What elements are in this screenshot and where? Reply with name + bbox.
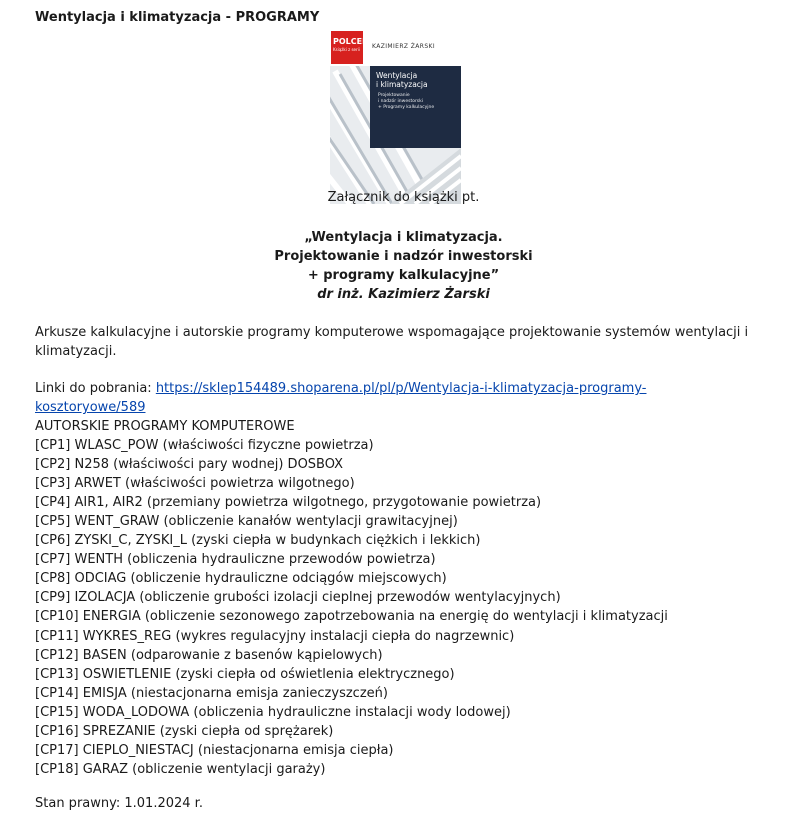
publisher-logo: POLCEN Książki z serii	[331, 31, 363, 64]
list-item: [CP10] ENERGIA (obliczenie sezonowego zapotrzebowania na energię do wentylacji i klimatyzacji	[35, 609, 668, 625]
list-item: [CP3] ARWET (właściwości powietrza wilgotnego)	[35, 476, 355, 492]
download-links	[35, 379, 775, 417]
list-item: [CP16] SPREZANIE (zyski ciepła od sprężarek)	[35, 723, 334, 739]
list-item: [CP6] ZYSKI_C, ZYSKI_L (zyski ciepła w budynkach ciężkich i lekkich)	[35, 533, 481, 549]
list-item: [CP1] WLASC_POW (właściwości fizyczne powietrza)	[35, 438, 374, 454]
list-item: [CP2] N258 (właściwości pary wodnej) DOSBOX	[35, 457, 344, 473]
book-title-line: Projektowanie i nadzór inwestorski	[274, 249, 533, 264]
description-paragraph: Arkusze kalkulacyjne i autorskie programy komputerowe wspomagające projektowanie systemów wentylacji i klimatyzacji.	[35, 325, 749, 359]
attachment-caption: Załącznik do książki pt.	[327, 190, 480, 205]
programs-list	[35, 417, 668, 779]
book-author: dr inż. Kazimierz Żarski	[317, 287, 490, 302]
list-item: [CP5] WENT_GRAW (obliczenie kanałów wentylacji grawitacyjnej)	[35, 514, 458, 530]
list-item: [CP9] IZOLACJA (obliczenie grubości izolacji cieplnej przewodów wentylacyjnych)	[35, 590, 561, 606]
list-item: [CP4] AIR1, AIR2 (przemiany powietrza wilgotnego, przygotowanie powietrza)	[35, 495, 542, 511]
list-item: [CP18] GARAZ (obliczenie wentylacji garaży)	[35, 761, 326, 777]
list-item: [CP7] WENTH (obliczenia hydrauliczne przewodów powietrza)	[35, 552, 436, 568]
list-item: [CP17] CIEPLO_NIESTACJ (niestacjonarna emisja ciepła)	[35, 742, 394, 758]
list-item: [CP14] EMISJA (niestacjonarna emisja zanieczyszczeń)	[35, 685, 388, 701]
download-label: Linki do pobrania:	[35, 381, 156, 396]
programs-heading: AUTORSKIE PROGRAMY KOMPUTEROWE	[35, 419, 295, 434]
cover-title-panel: Wentylacja i klimatyzacja Projektowanie i nadzór inwestorski + Programy kalkulacyjne	[370, 66, 461, 148]
book-title-line: + programy kalkulacyjne”	[307, 268, 500, 283]
legal-status: Stan prawny: 1.01.2024 r.	[35, 796, 203, 811]
list-item: [CP12] BASEN (odparowanie z basenów kąpielowych)	[35, 647, 383, 663]
document-title: Wentylacja i klimatyzacja - PROGRAMY	[35, 10, 320, 25]
book-title-line: „Wentylacja i klimatyzacja.	[304, 230, 503, 245]
download-link[interactable]: https://sklep154489.shoparena.pl/pl/p/Wentylacja-i-klimatyzacja-programy- kosztoryowe/589	[35, 381, 647, 415]
list-item: [CP11] WYKRES_REG (wykres regulacyjny instalacji ciepła do nagrzewnic)	[35, 628, 515, 644]
list-item: [CP15] WODA_LODOWA (obliczenia hydrauliczne instalacji wody lodowej)	[35, 704, 511, 720]
book-cover-image	[330, 28, 461, 204]
cover-author: KAZIMIERZ ŻARSKI	[372, 43, 436, 50]
list-item: [CP8] ODCIAG (obliczenie hydrauliczne odciągów miejscowych)	[35, 571, 447, 587]
list-item: [CP13] OSWIETLENIE (zyski ciepła od oświetlenia elektrycznego)	[35, 666, 455, 682]
